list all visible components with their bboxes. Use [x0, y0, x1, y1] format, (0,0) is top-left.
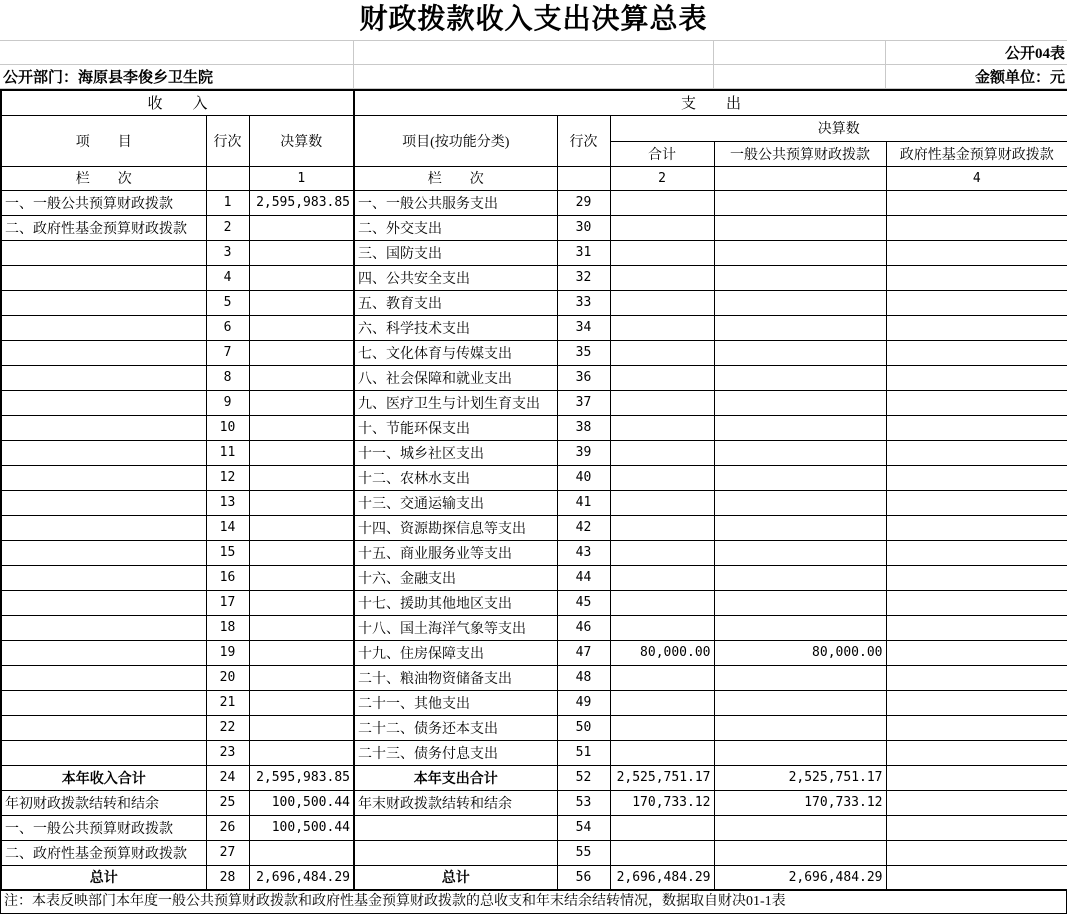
- expense-total-cell: [610, 290, 714, 315]
- expense-item-cell: [354, 815, 557, 840]
- income-item-cell: 一、一般公共预算财政拨款: [1, 815, 206, 840]
- expense-item-cell: 一、一般公共服务支出: [354, 190, 557, 215]
- income-item-cell: [1, 240, 206, 265]
- expense-line-cell: 48: [557, 665, 610, 690]
- expense-item-cell: 二十三、债务付息支出: [354, 740, 557, 765]
- income-item-cell: [1, 340, 206, 365]
- income-item-cell: 本年收入合计: [1, 765, 206, 790]
- expense-item-cell: 十九、住房保障支出: [354, 640, 557, 665]
- expense-general-budget-cell: 170,733.12: [714, 790, 886, 815]
- expense-govt-fund-cell: [886, 815, 1067, 840]
- column-index-label: 栏 次: [1, 166, 206, 190]
- expense-govt-fund-cell: [886, 215, 1067, 240]
- expense-general-budget-cell: [714, 540, 886, 565]
- income-item-cell: 二、政府性基金预算财政拨款: [1, 215, 206, 240]
- expense-general-budget-cell: [714, 265, 886, 290]
- table-row: [1, 615, 1067, 640]
- income-amount-cell: [249, 740, 354, 765]
- expense-item-cell: 八、社会保障和就业支出: [354, 365, 557, 390]
- info-empty-cell: [713, 41, 885, 65]
- expense-general-budget-cell: [714, 665, 886, 690]
- column-header-row-1: [1, 115, 1067, 141]
- table-row: [1, 515, 1067, 540]
- expense-general-budget-cell: [714, 590, 886, 615]
- income-item-cell: [1, 615, 206, 640]
- income-line-cell: 24: [206, 765, 249, 790]
- income-item-cell: [1, 315, 206, 340]
- table-row: [1, 765, 1067, 790]
- expense-govt-fund-cell: [886, 715, 1067, 740]
- col-header-amount-group: 决算数: [610, 115, 1067, 141]
- expense-section-header: 支 出: [354, 90, 1067, 115]
- section-header-row: [1, 90, 1067, 115]
- info-row-1: [0, 41, 1067, 65]
- income-amount-cell: [249, 490, 354, 515]
- expense-general-budget-cell: 2,525,751.17: [714, 765, 886, 790]
- footnote: 注：本表反映部门本年度一般公共预算财政拨款和政府性基金预算财政拨款的总收支和年末结余结转情况，数据取自财决01-1表: [0, 891, 1067, 914]
- table-row: [1, 840, 1067, 865]
- income-line-cell: 12: [206, 465, 249, 490]
- expense-total-cell: [610, 315, 714, 340]
- expense-general-budget-cell: [714, 615, 886, 640]
- expense-line-cell: 45: [557, 590, 610, 615]
- column-index-fund: 4: [886, 166, 1067, 190]
- income-amount-cell: [249, 290, 354, 315]
- income-line-cell: 22: [206, 715, 249, 740]
- income-line-cell: 21: [206, 690, 249, 715]
- expense-total-cell: [610, 365, 714, 390]
- expense-govt-fund-cell: [886, 265, 1067, 290]
- income-line-cell: 17: [206, 590, 249, 615]
- expense-total-cell: [610, 690, 714, 715]
- expense-item-cell: 十三、交通运输支出: [354, 490, 557, 515]
- income-amount-cell: [249, 565, 354, 590]
- expense-govt-fund-cell: [886, 465, 1067, 490]
- income-amount-cell: [249, 640, 354, 665]
- expense-item-cell: 二十二、债务还本支出: [354, 715, 557, 740]
- expense-general-budget-cell: [714, 215, 886, 240]
- expense-total-cell: [610, 815, 714, 840]
- table-code: 公开04表: [885, 41, 1067, 65]
- income-line-cell: 16: [206, 565, 249, 590]
- expense-line-cell: 33: [557, 290, 610, 315]
- expense-govt-fund-cell: [886, 665, 1067, 690]
- expense-item-cell: 总计: [354, 865, 557, 890]
- income-amount-cell: [249, 390, 354, 415]
- expense-general-budget-cell: [714, 690, 886, 715]
- expense-general-budget-cell: 80,000.00: [714, 640, 886, 665]
- expense-govt-fund-cell: [886, 515, 1067, 540]
- expense-govt-fund-cell: [886, 565, 1067, 590]
- info-empty-cell: [353, 41, 713, 65]
- expense-total-cell: 2,696,484.29: [610, 865, 714, 890]
- expense-total-cell: [610, 515, 714, 540]
- expense-total-cell: [610, 590, 714, 615]
- expense-govt-fund-cell: [886, 540, 1067, 565]
- column-index-income-amount: 1: [249, 166, 354, 190]
- income-line-cell: 28: [206, 865, 249, 890]
- table-row: [1, 640, 1067, 665]
- income-amount-cell: 2,595,983.85: [249, 190, 354, 215]
- expense-line-cell: 38: [557, 415, 610, 440]
- column-index-total: 2: [610, 166, 714, 190]
- expense-total-cell: [610, 840, 714, 865]
- income-line-cell: 23: [206, 740, 249, 765]
- income-line-cell: 10: [206, 415, 249, 440]
- expense-total-cell: [610, 665, 714, 690]
- table-row: [1, 590, 1067, 615]
- income-amount-cell: [249, 515, 354, 540]
- expense-total-cell: [610, 565, 714, 590]
- expense-line-cell: 54: [557, 815, 610, 840]
- table-row: [1, 490, 1067, 515]
- income-line-cell: 4: [206, 265, 249, 290]
- income-amount-cell: [249, 240, 354, 265]
- expense-line-cell: 51: [557, 740, 610, 765]
- unit-label: 金额单位：元: [885, 65, 1067, 89]
- income-item-cell: 总计: [1, 865, 206, 890]
- income-item-cell: [1, 690, 206, 715]
- income-item-cell: [1, 590, 206, 615]
- expense-line-cell: 40: [557, 465, 610, 490]
- expense-line-cell: 29: [557, 190, 610, 215]
- income-item-cell: [1, 465, 206, 490]
- expense-govt-fund-cell: [886, 190, 1067, 215]
- col-header-expense-line-no: 行次: [557, 115, 610, 166]
- income-amount-cell: [249, 265, 354, 290]
- income-amount-cell: [249, 615, 354, 640]
- expense-item-cell: 五、教育支出: [354, 290, 557, 315]
- expense-item-cell: 七、文化体育与传媒支出: [354, 340, 557, 365]
- expense-govt-fund-cell: [886, 740, 1067, 765]
- income-line-cell: 11: [206, 440, 249, 465]
- expense-line-cell: 30: [557, 215, 610, 240]
- income-line-cell: 1: [206, 190, 249, 215]
- income-line-cell: 13: [206, 490, 249, 515]
- income-line-cell: 6: [206, 315, 249, 340]
- expense-line-cell: 53: [557, 790, 610, 815]
- info-empty-cell: [353, 65, 713, 89]
- expense-total-cell: [610, 465, 714, 490]
- col-header-total: 合计: [610, 141, 714, 166]
- expense-general-budget-cell: [714, 190, 886, 215]
- col-header-expense-item: 项目(按功能分类): [354, 115, 557, 166]
- income-item-cell: [1, 640, 206, 665]
- expense-govt-fund-cell: [886, 590, 1067, 615]
- expense-line-cell: 42: [557, 515, 610, 540]
- expense-general-budget-cell: [714, 415, 886, 440]
- col-header-line-no: 行次: [206, 115, 249, 166]
- table-row: [1, 665, 1067, 690]
- expense-item-cell: 四、公共安全支出: [354, 265, 557, 290]
- expense-total-cell: [610, 415, 714, 440]
- table-row: [1, 415, 1067, 440]
- income-amount-cell: [249, 415, 354, 440]
- income-amount-cell: [249, 365, 354, 390]
- expense-general-budget-cell: [714, 240, 886, 265]
- income-item-cell: [1, 715, 206, 740]
- income-item-cell: [1, 390, 206, 415]
- expense-govt-fund-cell: [886, 415, 1067, 440]
- expense-total-cell: [610, 190, 714, 215]
- expense-item-cell: 二十、粮油物资储备支出: [354, 665, 557, 690]
- income-amount-cell: [249, 665, 354, 690]
- table-row: [1, 815, 1067, 840]
- expense-govt-fund-cell: [886, 440, 1067, 465]
- expense-govt-fund-cell: [886, 490, 1067, 515]
- expense-line-cell: 56: [557, 865, 610, 890]
- expense-govt-fund-cell: [886, 640, 1067, 665]
- expense-line-cell: 41: [557, 490, 610, 515]
- expense-general-budget-cell: [714, 490, 886, 515]
- expense-general-budget-cell: [714, 565, 886, 590]
- income-item-cell: [1, 540, 206, 565]
- income-amount-cell: [249, 215, 354, 240]
- income-amount-cell: [249, 590, 354, 615]
- expense-general-budget-cell: [714, 840, 886, 865]
- column-index-general: [714, 166, 886, 190]
- expense-general-budget-cell: [714, 740, 886, 765]
- table-row: [1, 240, 1067, 265]
- expense-general-budget-cell: [714, 340, 886, 365]
- income-line-cell: 26: [206, 815, 249, 840]
- expense-govt-fund-cell: [886, 790, 1067, 815]
- info-row-2: [0, 65, 1067, 89]
- expense-item-cell: 十八、国土海洋气象等支出: [354, 615, 557, 640]
- income-line-cell: 15: [206, 540, 249, 565]
- income-item-cell: [1, 565, 206, 590]
- expense-line-cell: 35: [557, 340, 610, 365]
- income-item-cell: [1, 740, 206, 765]
- expense-item-cell: 本年支出合计: [354, 765, 557, 790]
- income-amount-cell: [249, 540, 354, 565]
- income-amount-cell: [249, 315, 354, 340]
- income-line-cell: 25: [206, 790, 249, 815]
- table-row: [1, 390, 1067, 415]
- table-row: [1, 215, 1067, 240]
- info-rows: [0, 40, 1067, 89]
- column-index-income-line: [206, 166, 249, 190]
- income-item-cell: [1, 440, 206, 465]
- expense-general-budget-cell: [714, 465, 886, 490]
- expense-item-cell: 十二、农林水支出: [354, 465, 557, 490]
- income-amount-cell: [249, 440, 354, 465]
- expense-govt-fund-cell: [886, 340, 1067, 365]
- col-header-amount: 决算数: [249, 115, 354, 166]
- table-row: [1, 540, 1067, 565]
- expense-govt-fund-cell: [886, 765, 1067, 790]
- expense-general-budget-cell: [714, 390, 886, 415]
- expense-item-cell: 十六、金融支出: [354, 565, 557, 590]
- expense-line-cell: 31: [557, 240, 610, 265]
- expense-general-budget-cell: 2,696,484.29: [714, 865, 886, 890]
- table-row: [1, 290, 1067, 315]
- expense-general-budget-cell: [714, 515, 886, 540]
- table-row: [1, 465, 1067, 490]
- expense-total-cell: [610, 440, 714, 465]
- table-row: [1, 565, 1067, 590]
- table-row: [1, 340, 1067, 365]
- table-row: [1, 365, 1067, 390]
- expense-govt-fund-cell: [886, 690, 1067, 715]
- expense-general-budget-cell: [714, 815, 886, 840]
- expense-line-cell: 46: [557, 615, 610, 640]
- expense-item-cell: [354, 840, 557, 865]
- income-line-cell: 9: [206, 390, 249, 415]
- expense-line-cell: 49: [557, 690, 610, 715]
- table-row: [1, 265, 1067, 290]
- income-item-cell: [1, 290, 206, 315]
- expense-total-cell: 2,525,751.17: [610, 765, 714, 790]
- income-amount-cell: [249, 465, 354, 490]
- expense-general-budget-cell: [714, 715, 886, 740]
- budget-table: [0, 89, 1067, 891]
- table-row: [1, 440, 1067, 465]
- expense-line-cell: 50: [557, 715, 610, 740]
- expense-line-cell: 32: [557, 265, 610, 290]
- expense-total-cell: [610, 390, 714, 415]
- income-line-cell: 8: [206, 365, 249, 390]
- col-header-govt-fund: 政府性基金预算财政拨款: [886, 141, 1067, 166]
- expense-total-cell: [610, 340, 714, 365]
- income-item-cell: 二、政府性基金预算财政拨款: [1, 840, 206, 865]
- table-row: [1, 315, 1067, 340]
- income-amount-cell: 100,500.44: [249, 790, 354, 815]
- expense-item-cell: 二、外交支出: [354, 215, 557, 240]
- expense-total-cell: [610, 215, 714, 240]
- expense-item-cell: 十、节能环保支出: [354, 415, 557, 440]
- department-label: 公开部门：海原县李俊乡卫生院: [0, 65, 353, 89]
- table-body: [1, 190, 1067, 890]
- expense-line-cell: 47: [557, 640, 610, 665]
- column-index-row: [1, 166, 1067, 190]
- table-row: [1, 190, 1067, 215]
- info-empty-cell: [0, 41, 353, 65]
- expense-general-budget-cell: [714, 365, 886, 390]
- expense-line-cell: 44: [557, 565, 610, 590]
- income-amount-cell: [249, 340, 354, 365]
- expense-item-cell: 九、医疗卫生与计划生育支出: [354, 390, 557, 415]
- expense-line-cell: 36: [557, 365, 610, 390]
- table-row: [1, 865, 1067, 890]
- column-index-expense-label: 栏 次: [354, 166, 557, 190]
- expense-govt-fund-cell: [886, 840, 1067, 865]
- expense-line-cell: 55: [557, 840, 610, 865]
- expense-item-cell: 年末财政拨款结转和结余: [354, 790, 557, 815]
- expense-total-cell: [610, 490, 714, 515]
- income-item-cell: 年初财政拨款结转和结余: [1, 790, 206, 815]
- expense-general-budget-cell: [714, 440, 886, 465]
- expense-item-cell: 十四、资源勘探信息等支出: [354, 515, 557, 540]
- income-amount-cell: [249, 715, 354, 740]
- expense-total-cell: 80,000.00: [610, 640, 714, 665]
- income-line-cell: 2: [206, 215, 249, 240]
- expense-item-cell: 十一、城乡社区支出: [354, 440, 557, 465]
- income-item-cell: [1, 515, 206, 540]
- table-row: [1, 790, 1067, 815]
- income-line-cell: 3: [206, 240, 249, 265]
- expense-general-budget-cell: [714, 290, 886, 315]
- expense-total-cell: [610, 615, 714, 640]
- income-line-cell: 19: [206, 640, 249, 665]
- expense-govt-fund-cell: [886, 315, 1067, 340]
- expense-item-cell: 三、国防支出: [354, 240, 557, 265]
- income-amount-cell: 100,500.44: [249, 815, 354, 840]
- income-amount-cell: 2,595,983.85: [249, 765, 354, 790]
- income-line-cell: 7: [206, 340, 249, 365]
- expense-govt-fund-cell: [886, 615, 1067, 640]
- expense-line-cell: 34: [557, 315, 610, 340]
- expense-govt-fund-cell: [886, 865, 1067, 890]
- table-row: [1, 715, 1067, 740]
- expense-line-cell: 39: [557, 440, 610, 465]
- col-header-item: 项 目: [1, 115, 206, 166]
- expense-total-cell: [610, 265, 714, 290]
- expense-total-cell: [610, 240, 714, 265]
- table-row: [1, 690, 1067, 715]
- income-item-cell: [1, 265, 206, 290]
- income-item-cell: 一、一般公共预算财政拨款: [1, 190, 206, 215]
- income-item-cell: [1, 365, 206, 390]
- income-line-cell: 14: [206, 515, 249, 540]
- income-amount-cell: [249, 840, 354, 865]
- expense-item-cell: 十七、援助其他地区支出: [354, 590, 557, 615]
- col-header-general-budget: 一般公共预算财政拨款: [714, 141, 886, 166]
- income-item-cell: [1, 665, 206, 690]
- income-section-header: 收 入: [1, 90, 354, 115]
- table-row: [1, 740, 1067, 765]
- column-index-expense-line: [557, 166, 610, 190]
- expense-item-cell: 二十一、其他支出: [354, 690, 557, 715]
- expense-total-cell: [610, 740, 714, 765]
- expense-general-budget-cell: [714, 315, 886, 340]
- expense-govt-fund-cell: [886, 390, 1067, 415]
- expense-total-cell: [610, 540, 714, 565]
- info-empty-cell: [713, 65, 885, 89]
- income-item-cell: [1, 490, 206, 515]
- income-line-cell: 27: [206, 840, 249, 865]
- expense-item-cell: 六、科学技术支出: [354, 315, 557, 340]
- expense-govt-fund-cell: [886, 240, 1067, 265]
- income-line-cell: 5: [206, 290, 249, 315]
- income-line-cell: 18: [206, 615, 249, 640]
- income-amount-cell: 2,696,484.29: [249, 865, 354, 890]
- expense-line-cell: 43: [557, 540, 610, 565]
- expense-total-cell: [610, 715, 714, 740]
- income-line-cell: 20: [206, 665, 249, 690]
- expense-line-cell: 37: [557, 390, 610, 415]
- income-item-cell: [1, 415, 206, 440]
- expense-govt-fund-cell: [886, 365, 1067, 390]
- expense-line-cell: 52: [557, 765, 610, 790]
- page-title: 财政拨款收入支出决算总表: [359, 4, 708, 35]
- expense-govt-fund-cell: [886, 290, 1067, 315]
- expense-item-cell: 十五、商业服务业等支出: [354, 540, 557, 565]
- expense-total-cell: 170,733.12: [610, 790, 714, 815]
- income-amount-cell: [249, 690, 354, 715]
